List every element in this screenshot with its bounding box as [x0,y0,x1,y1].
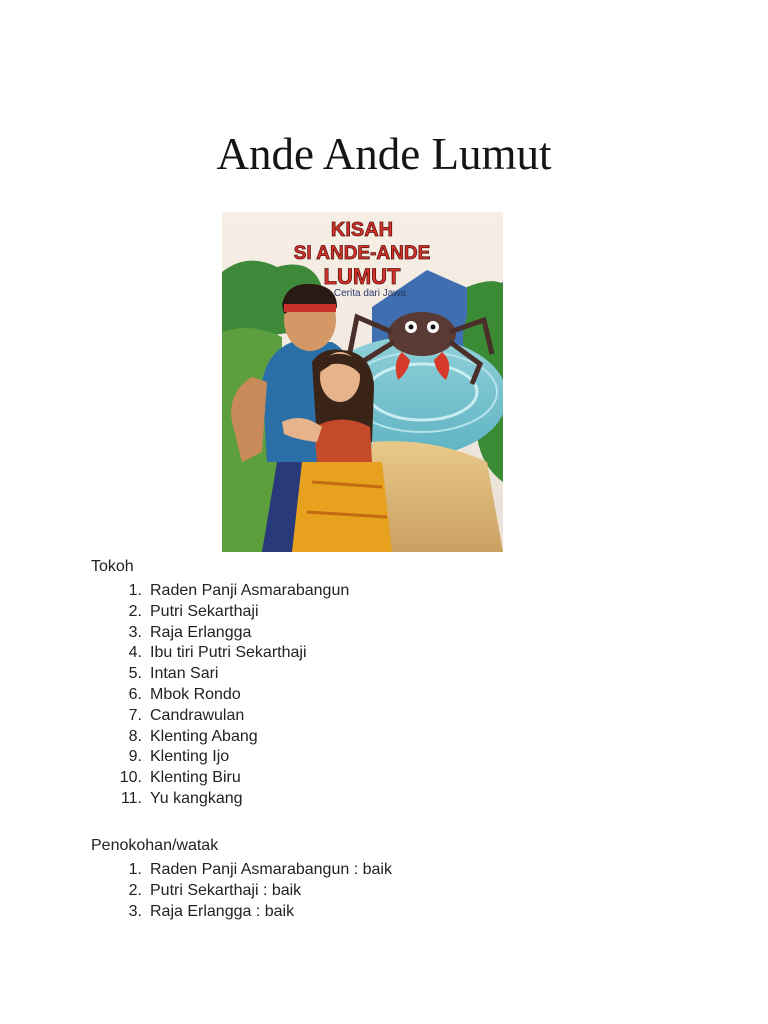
section-label-penokohan: Penokohan/watak [91,837,219,854]
list-item: 7. Candrawulan [128,706,245,724]
cover-art [222,212,503,552]
list-item: 1. Raden Panji Asmarabangun [128,582,350,599]
list-item: 6. Mbok Rondo [128,685,241,703]
page-title: Ande Ande Lumut [216,129,552,179]
tokoh-list [0,581,349,810]
cover-title-line1: KISAH [330,219,394,241]
cover-subtitle: Cerita dari Jawa [333,288,407,299]
section-label-tokoh: Tokoh [91,558,134,575]
list-item: 4. Ibu tiri Putri Sekarthaji [128,644,307,662]
list-item: 5. Intan Sari [128,665,219,683]
cover-title-line2: SI ANDE-ANDE [293,243,431,264]
list-item: 3. Raja Erlangga : baik [128,902,295,920]
penokohan-list [0,860,392,922]
list-item: 2. Putri Sekarthaji : baik [128,881,302,899]
list-item: 3. Raja Erlangga [128,623,252,641]
list-item: 1. Raden Panji Asmarabangun : baik [128,861,392,878]
cover-title-line3: LUMUT [323,264,401,289]
list-item: 8. Klenting Abang [128,727,258,745]
list-item: 10. Klenting Biru [119,769,241,787]
list-item: 11. Yu kangkang [120,789,243,807]
list-item: 9. Klenting Ijo [128,748,230,766]
list-item: 2. Putri Sekarthaji [128,602,259,620]
book-cover-illustration [222,212,503,552]
